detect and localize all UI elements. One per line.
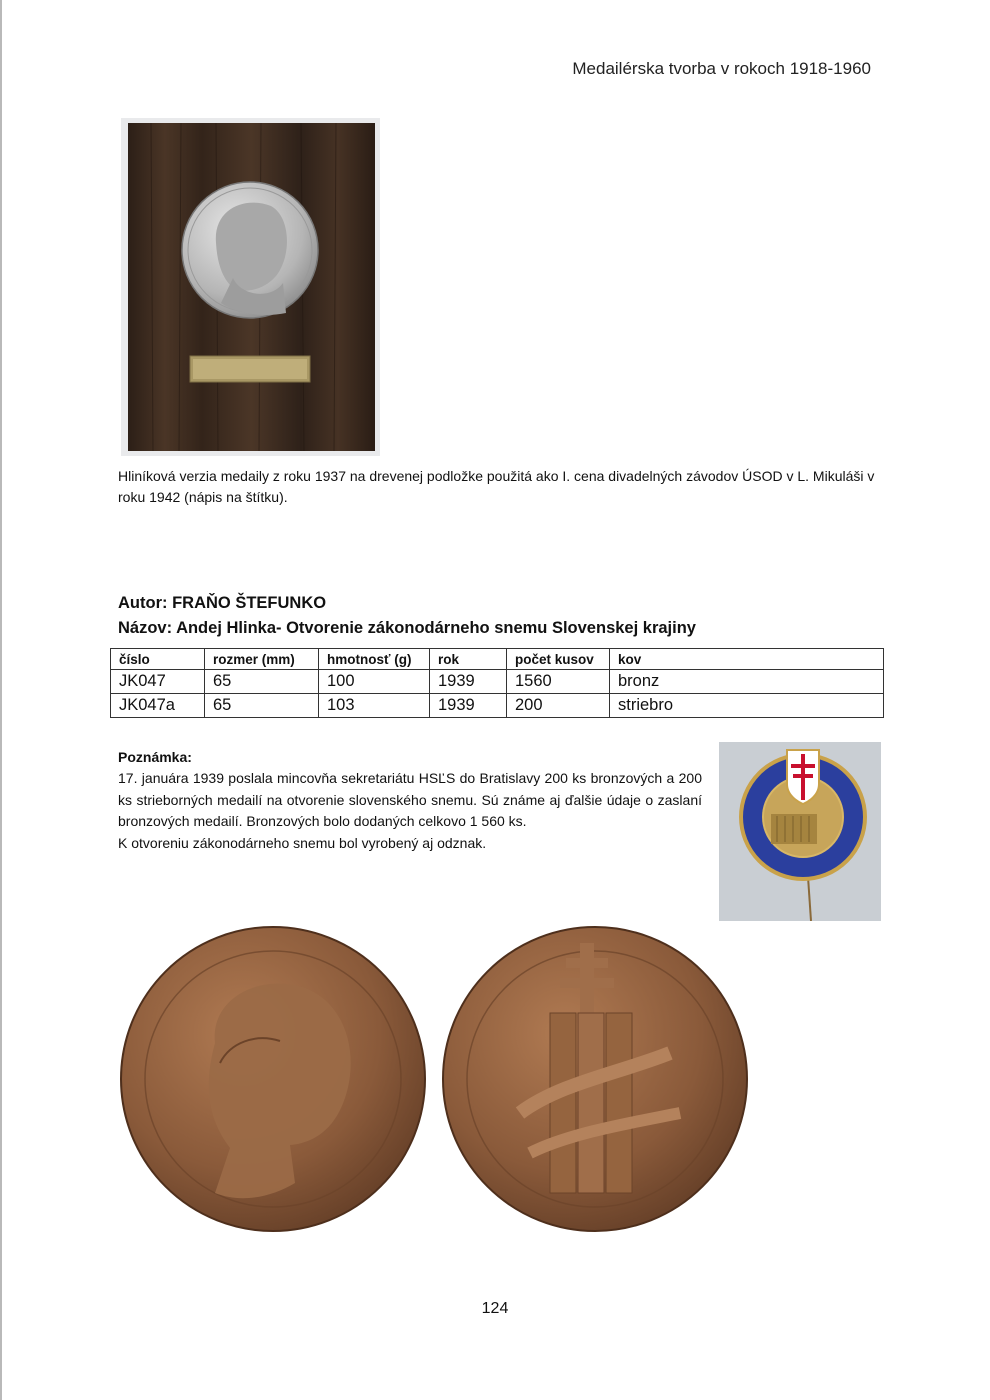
note-text-2: K otvoreniu zákonodárneho snemu bol vyrobený aj odznak. (118, 834, 487, 851)
table-row (111, 670, 884, 694)
cell: 1939 (430, 670, 507, 694)
medals-photo (120, 923, 750, 1235)
cell: 65 (205, 670, 319, 694)
cell: 200 (507, 694, 610, 718)
col-cislo: číslo (111, 649, 205, 670)
cell: 103 (319, 694, 430, 718)
page-number: 124 (481, 1300, 509, 1317)
cell: 1939 (430, 694, 507, 718)
table-header-row (111, 649, 884, 670)
cell: JK047a (111, 694, 205, 718)
cell: 65 (205, 694, 319, 718)
author-line: Autor: FRAŇO ŠTEFUNKO (118, 594, 327, 612)
note-text: 17. januára 1939 poslala mincovňa sekretariátu HSĽS do Bratislavy 200 ks bronzových a 200 ks strieborných medailí na otvorenie slovenského snemu. Sú známe aj ďalšie údaje o zaslaní bronzových medailí. Bronzových bolo dodaných celkovo 1 560 ks. (118, 770, 702, 829)
col-pocet-kusov: počet kusov (507, 649, 610, 670)
cell: JK047 (111, 670, 205, 694)
note-title: Poznámka: (118, 749, 192, 765)
col-hmotnost: hmotnosť (g) (319, 649, 430, 670)
cell: bronz (610, 670, 884, 694)
medal-reverse (443, 927, 747, 1231)
col-rozmer: rozmer (mm) (205, 649, 319, 670)
page-edge (0, 0, 2, 1400)
table-row (111, 694, 884, 718)
cell: 1560 (507, 670, 610, 694)
cell: 100 (319, 670, 430, 694)
running-header: Medailérska tvorba v rokoch 1918-1960 (572, 59, 871, 78)
note-body (118, 768, 702, 854)
cell: striebro (610, 694, 884, 718)
photo-caption: Hliníková verzia medaily z roku 1937 na drevenej podložke použitá ako I. cena divadelných závodov ÚSOD v L. Mikuláši v roku 1942 (nápis na štítku). (118, 468, 875, 505)
col-kov: kov (610, 649, 884, 670)
title-line: Názov: Andej Hlinka- Otvorenie zákonodárneho snemu Slovenskej krajiny (118, 619, 696, 637)
badge-photo (719, 742, 881, 921)
plaque-photo (121, 118, 380, 456)
medal-obverse (121, 927, 425, 1231)
col-rok: rok (430, 649, 507, 670)
medal-spec-table (110, 648, 884, 718)
